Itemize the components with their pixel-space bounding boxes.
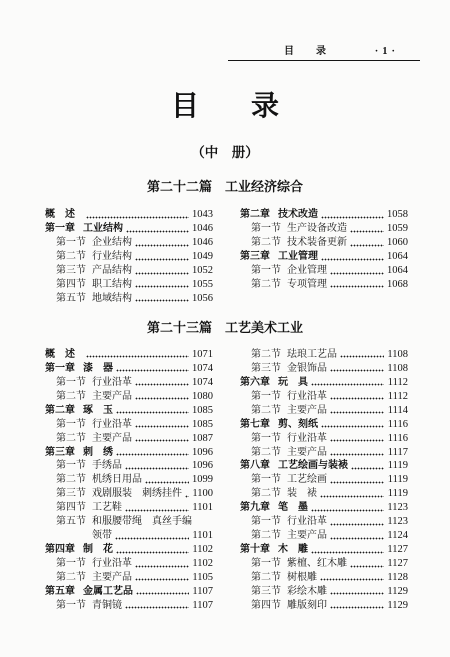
toc-section-entry xyxy=(45,571,213,585)
entry-label: 第一节 xyxy=(251,265,281,276)
toc-section-entry xyxy=(45,278,213,292)
dot-leader xyxy=(350,565,384,568)
toc-section-entry xyxy=(45,473,213,487)
entry-page-number: 1080 xyxy=(192,390,213,402)
entry-label: 第二节 xyxy=(251,446,281,458)
entry-title: 主要产品 xyxy=(287,404,327,416)
entry-title: 金属工艺品 xyxy=(83,585,133,597)
entry-title: 戏剧服装 刺绣挂件 xyxy=(92,488,182,500)
entry-title: 工艺鞋 xyxy=(92,502,122,514)
entry-label: 第五节 xyxy=(56,292,86,304)
entry-title: 主要产品 xyxy=(92,390,132,402)
entry-title: 主要产品 xyxy=(92,432,132,444)
entry-title: 主要产品 xyxy=(287,446,327,458)
toc-chapter-entry xyxy=(240,543,408,557)
entry-title: 树根雕 xyxy=(287,571,317,583)
dot-leader xyxy=(330,369,384,372)
entry-label: 概 述 xyxy=(45,209,75,221)
toc-section-entry xyxy=(240,487,408,501)
entry-label: 第二节 xyxy=(251,571,281,583)
dot-leader xyxy=(135,285,189,288)
dot-leader xyxy=(115,537,189,540)
dot-leader xyxy=(135,565,189,568)
entry-page-number: 1046 xyxy=(192,237,213,249)
toc-section-entry xyxy=(45,515,213,529)
toc-chapter-entry xyxy=(240,250,408,264)
dot-leader xyxy=(311,551,384,554)
toc-chapter-entry xyxy=(45,222,213,236)
toc-section-entry xyxy=(45,292,213,306)
dot-leader xyxy=(135,258,189,261)
entry-page-number: 1043 xyxy=(192,209,213,221)
toc-section-entry xyxy=(45,418,213,432)
entry-title: 和服腰带绳 真丝手编 xyxy=(92,516,192,528)
entry-title: 木 雕 xyxy=(278,544,308,556)
entry-label: 第一节 xyxy=(56,460,86,472)
toc-section-entry xyxy=(240,264,408,278)
toc-section-entry xyxy=(240,348,408,362)
dot-leader xyxy=(116,453,189,456)
entry-page-number: 1119 xyxy=(387,474,408,486)
entry-label: 第一节 xyxy=(56,599,86,611)
toc-section-entry xyxy=(240,571,408,585)
dot-leader xyxy=(330,537,384,540)
entry-title: 行业沿革 xyxy=(287,516,327,528)
entry-label: 第二节 xyxy=(251,237,281,249)
toc-section-entry xyxy=(45,599,213,613)
toc-overview-entry xyxy=(45,209,213,223)
dot-leader xyxy=(330,411,384,414)
entry-page-number: 1108 xyxy=(387,348,408,360)
dot-leader xyxy=(330,272,384,275)
entry-title: 职工结构 xyxy=(92,278,132,290)
dot-leader xyxy=(330,606,384,609)
entry-title: 金银饰品 xyxy=(287,362,327,374)
toc-chapter-entry xyxy=(240,418,408,432)
entry-label: 第二节 xyxy=(251,530,281,542)
entry-label: 第一节 xyxy=(251,474,281,486)
dot-leader xyxy=(136,592,189,595)
entry-label: 第二节 xyxy=(56,571,86,583)
entry-page-number: 1074 xyxy=(192,362,213,374)
entry-label: 第二节 xyxy=(56,251,86,263)
dot-leader xyxy=(330,481,384,484)
entry-title: 工业结构 xyxy=(83,223,123,235)
entry-label: 第三节 xyxy=(251,362,281,374)
toc-section-entry xyxy=(45,264,213,278)
dot-leader xyxy=(135,439,189,442)
toc-section-entry xyxy=(45,390,213,404)
toc-section-entry xyxy=(240,599,408,613)
entry-title: 行业沿革 xyxy=(287,390,327,402)
entry-title: 漆 器 xyxy=(83,362,113,374)
part-heading: 第二十三篇 工艺美术工业 xyxy=(146,321,303,336)
toc-section-entry xyxy=(240,585,408,599)
entry-label: 第四节 xyxy=(56,278,86,290)
entry-label: 第四章 xyxy=(45,544,75,556)
toc-section-entry xyxy=(45,250,213,264)
entry-title: 企业结构 xyxy=(92,237,132,249)
entry-page-number: 1056 xyxy=(192,292,213,304)
entry-label: 第一节 xyxy=(251,223,281,235)
entry-page-number: 1101 xyxy=(192,530,213,542)
entry-label: 第四节 xyxy=(251,599,281,611)
dot-leader xyxy=(321,258,384,261)
dot-leader xyxy=(185,495,189,498)
entry-title: 技术改造 xyxy=(278,209,318,221)
dot-leader xyxy=(330,285,384,288)
entry-title: 技术装备更新 xyxy=(287,237,347,249)
entry-page-number: 1123 xyxy=(387,502,408,514)
entry-label: 第一章 xyxy=(45,223,75,235)
entry-title: 笔 墨 xyxy=(278,502,308,514)
entry-label: 第二节 xyxy=(56,390,86,402)
entry-label: 第一节 xyxy=(56,418,86,430)
entry-page-number: 1060 xyxy=(387,237,408,249)
toc-section-entry xyxy=(45,487,213,501)
entry-title: 工艺绘画 xyxy=(287,474,327,486)
dot-leader xyxy=(116,411,189,414)
dot-leader xyxy=(135,383,189,386)
entry-label: 第十章 xyxy=(240,544,270,556)
entry-page-number: 1046 xyxy=(192,223,213,235)
part-heading: 第二十二篇 工业经济综合 xyxy=(146,180,303,195)
entry-title: 雕版刻印 xyxy=(287,599,327,611)
entry-page-number: 1058 xyxy=(387,209,408,221)
entry-title: 行业沿革 xyxy=(287,432,327,444)
entry-page-number: 1129 xyxy=(387,585,408,597)
dot-leader xyxy=(340,355,384,358)
toc-section-entry xyxy=(240,236,408,250)
entry-title: 领带 xyxy=(92,530,112,542)
dot-leader xyxy=(116,369,189,372)
dot-leader xyxy=(145,481,189,484)
entry-page-number: 1100 xyxy=(192,488,213,500)
toc-chapter-entry xyxy=(240,460,408,474)
dot-leader xyxy=(311,383,384,386)
entry-page-number: 1102 xyxy=(192,544,213,556)
entry-label: 第二节 xyxy=(56,432,86,444)
entry-title: 机绣日用品 xyxy=(92,474,142,486)
entry-title: 青铜镜 xyxy=(92,599,122,611)
entry-title: 制 花 xyxy=(83,544,113,556)
toc-section-entry xyxy=(45,529,213,543)
toc-chapter-entry xyxy=(45,446,213,460)
entry-title: 剪、刻纸 xyxy=(278,418,318,430)
toc-section-entry xyxy=(240,222,408,236)
entry-page-number: 1119 xyxy=(387,460,408,472)
dot-leader xyxy=(351,467,384,470)
entry-title: 琢 玉 xyxy=(83,404,113,416)
toc-column-right xyxy=(240,348,408,613)
entry-label: 第二章 xyxy=(240,209,270,221)
entry-label: 第三节 xyxy=(56,265,86,276)
dot-leader xyxy=(320,578,384,581)
toc-column-left xyxy=(45,209,213,306)
entry-label: 第一节 xyxy=(56,237,86,249)
entry-page-number: 1116 xyxy=(387,418,408,430)
entry-label: 第八章 xyxy=(240,460,270,472)
toc-chapter-entry xyxy=(240,376,408,390)
toc-section-entry xyxy=(45,460,213,474)
volume-label: （中 册） xyxy=(191,145,259,161)
entry-label: 第一章 xyxy=(45,362,75,374)
entry-page-number: 1112 xyxy=(387,390,408,402)
entry-page-number: 1127 xyxy=(387,544,408,556)
entry-page-number: 1129 xyxy=(387,599,408,611)
entry-page-number: 1117 xyxy=(387,446,408,458)
dot-leader xyxy=(135,397,189,400)
entry-title: 工业管理 xyxy=(278,251,318,263)
toc-section-entry xyxy=(240,473,408,487)
entry-page-number: 1049 xyxy=(192,251,213,263)
toc-overview-entry xyxy=(45,348,213,362)
toc-chapter-entry xyxy=(240,501,408,515)
entry-page-number: 1127 xyxy=(387,558,408,570)
entry-label: 第三章 xyxy=(240,251,270,263)
toc-chapter-entry xyxy=(45,404,213,418)
entry-title: 刺 绣 xyxy=(83,446,113,458)
entry-label: 第一节 xyxy=(56,376,86,388)
toc-section-entry xyxy=(240,362,408,376)
toc-section-entry xyxy=(240,515,408,529)
entry-page-number: 1096 xyxy=(192,460,213,472)
entry-page-number: 1085 xyxy=(192,404,213,416)
dot-leader xyxy=(330,453,384,456)
entry-title: 主要产品 xyxy=(287,530,327,542)
dot-leader xyxy=(125,509,189,512)
entry-label: 第二节 xyxy=(251,348,281,360)
toc-section-entry xyxy=(240,278,408,292)
entry-title: 玩 具 xyxy=(278,376,308,388)
dot-leader xyxy=(311,509,384,512)
toc-section-entry xyxy=(240,404,408,418)
entry-title: 行业沿革 xyxy=(92,418,132,430)
entry-page-number: 1074 xyxy=(192,376,213,388)
dot-leader xyxy=(125,606,189,609)
entry-page-number: 1119 xyxy=(387,488,408,500)
dot-leader xyxy=(135,272,189,275)
entry-label: 第二节 xyxy=(251,488,281,500)
dot-leader xyxy=(330,397,384,400)
entry-label: 第二节 xyxy=(251,404,281,416)
entry-label: 第二节 xyxy=(56,474,86,486)
entry-label: 第一节 xyxy=(251,390,281,402)
entry-label: 第三节 xyxy=(251,585,281,597)
entry-title: 行业结构 xyxy=(92,251,132,263)
toc-section-entry xyxy=(240,432,408,446)
toc-chapter-entry xyxy=(45,543,213,557)
entry-label: 第二章 xyxy=(45,404,75,416)
entry-label: 第六章 xyxy=(240,376,270,388)
dot-leader xyxy=(350,244,384,247)
entry-page-number: 1071 xyxy=(192,348,213,360)
dot-leader xyxy=(330,523,384,526)
toc-section-entry xyxy=(240,557,408,571)
dot-leader xyxy=(321,216,384,219)
dot-leader xyxy=(116,551,189,554)
entry-page-number: 1068 xyxy=(387,278,408,290)
toc-section-entry xyxy=(45,236,213,250)
entry-page-number: 1114 xyxy=(387,404,408,416)
entry-label: 第三章 xyxy=(45,446,75,458)
page-number: ·1· xyxy=(374,46,399,57)
entry-page-number: 1064 xyxy=(387,251,408,263)
entry-title: 主要产品 xyxy=(92,571,132,583)
entry-page-number: 1059 xyxy=(387,223,408,235)
entry-title: 紫檀、红木雕 xyxy=(287,558,347,570)
entry-page-number: 1055 xyxy=(192,278,213,290)
dot-leader xyxy=(126,230,189,233)
entry-title: 彩绘木雕 xyxy=(287,585,327,597)
toc-section-entry xyxy=(45,501,213,515)
dot-leader xyxy=(320,495,384,498)
entry-page-number: 1096 xyxy=(192,446,213,458)
dot-leader xyxy=(86,216,189,219)
dot-leader xyxy=(86,355,189,358)
dot-leader xyxy=(321,425,384,428)
entry-page-number: 1108 xyxy=(387,362,408,374)
page-title: 目 录 xyxy=(170,89,291,122)
toc-chapter-entry xyxy=(240,209,408,223)
entry-page-number: 1052 xyxy=(192,265,213,276)
entry-title: 地域结构 xyxy=(92,292,132,304)
entry-title: 企业管理 xyxy=(287,265,327,276)
toc-section-entry xyxy=(240,529,408,543)
entry-page-number: 1085 xyxy=(192,418,213,430)
entry-page-number: 1102 xyxy=(192,558,213,570)
entry-label: 概 述 xyxy=(45,348,75,360)
entry-label: 第五节 xyxy=(56,516,86,528)
dot-leader xyxy=(135,425,189,428)
entry-label: 第四节 xyxy=(56,502,86,514)
entry-title: 产品结构 xyxy=(92,265,132,276)
entry-page-number: 1116 xyxy=(387,432,408,444)
dot-leader xyxy=(330,439,384,442)
running-header xyxy=(228,43,420,61)
dot-leader xyxy=(135,578,189,581)
running-header-title: 目 录 xyxy=(284,46,332,57)
toc-chapter-entry xyxy=(45,362,213,376)
dot-leader xyxy=(330,592,384,595)
dot-leader xyxy=(135,244,189,247)
entry-page-number: 1087 xyxy=(192,432,213,444)
entry-title: 生产设备改造 xyxy=(287,223,347,235)
entry-label: 第一节 xyxy=(251,558,281,570)
entry-title: 手绣品 xyxy=(92,460,122,472)
entry-label: 第三节 xyxy=(56,488,86,500)
entry-label: 第一节 xyxy=(56,558,86,570)
entry-page-number: 1107 xyxy=(192,585,213,597)
entry-label: 第七章 xyxy=(240,418,270,430)
entry-page-number: 1064 xyxy=(387,265,408,276)
toc-section-entry xyxy=(45,376,213,390)
toc-section-entry xyxy=(240,446,408,460)
toc-chapter-entry xyxy=(45,585,213,599)
entry-title: 珐琅工艺品 xyxy=(287,348,337,360)
entry-title: 装 裱 xyxy=(287,488,317,500)
toc-column-right xyxy=(240,209,408,292)
entry-page-number: 1107 xyxy=(192,599,213,611)
entry-page-number: 1123 xyxy=(387,516,408,528)
toc-section-entry xyxy=(45,432,213,446)
entry-title: 行业沿革 xyxy=(92,558,132,570)
toc-section-entry xyxy=(45,557,213,571)
entry-label: 第五章 xyxy=(45,585,75,597)
toc-section-entry xyxy=(240,390,408,404)
toc-column-left xyxy=(45,348,213,613)
entry-title: 工艺绘画与装裱 xyxy=(278,460,348,472)
entry-page-number: 1101 xyxy=(192,502,213,514)
dot-leader xyxy=(350,230,384,233)
entry-page-number: 1112 xyxy=(387,376,408,388)
entry-page-number: 1124 xyxy=(387,530,408,542)
entry-label: 第九章 xyxy=(240,502,270,514)
entry-label: 第一节 xyxy=(251,516,281,528)
entry-page-number: 1128 xyxy=(387,571,408,583)
dot-leader xyxy=(125,467,189,470)
entry-page-number: 1099 xyxy=(192,474,213,486)
entry-label: 第二节 xyxy=(251,278,281,290)
entry-page-number: 1105 xyxy=(192,571,213,583)
dot-leader xyxy=(135,299,189,302)
entry-title: 专项管理 xyxy=(287,278,327,290)
entry-label: 第一节 xyxy=(251,432,281,444)
entry-title: 行业沿革 xyxy=(92,376,132,388)
